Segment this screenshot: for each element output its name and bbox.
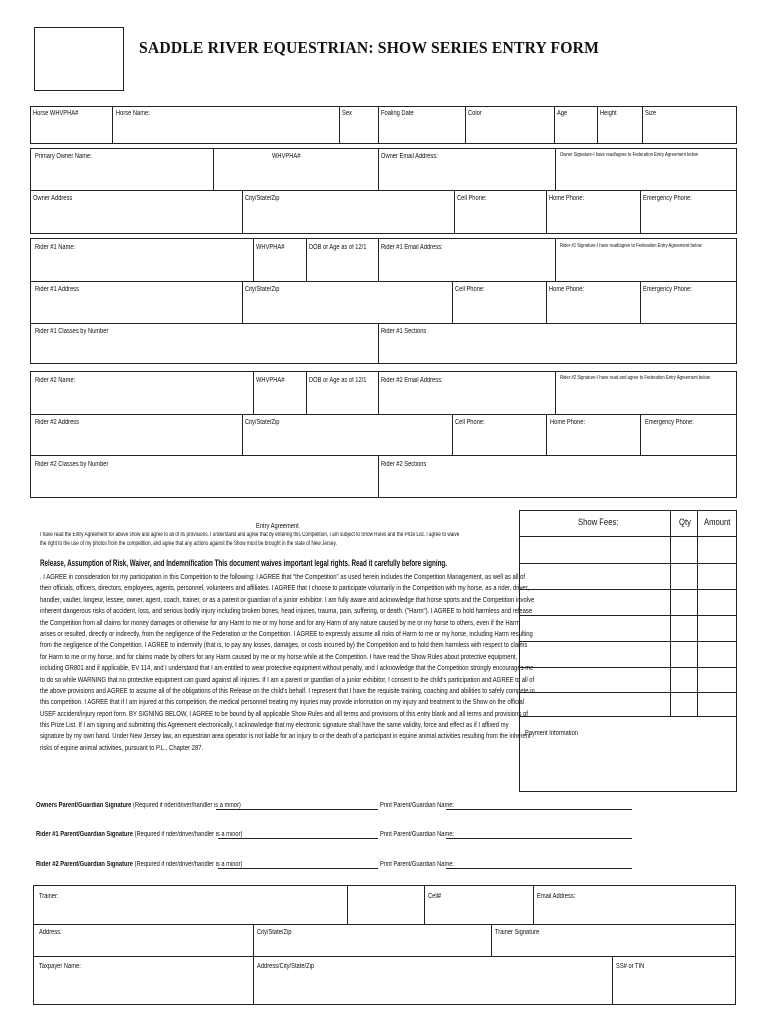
release-line: arises or resulted, directly or indirectly, from the negligence of the Federation or the Competition. I AGREE to expressly assume all risks of Harm to me or my horse, including Harm resulting [40,628,533,638]
rider2-cell-phone-field[interactable]: Cell Phone: [455,419,485,426]
trainer-field[interactable]: Trainer: [39,893,59,900]
release-line: their officials, officers, directors, employees, agents, personnel, volunteers and affiliates. I AGREE that I choose to participate voluntarily in the Competition with my horse, as a rider, driver, [40,583,530,593]
rider2-block [30,371,737,498]
rider1-name-field[interactable]: Rider #1 Name: [35,244,76,251]
owner-cell-phone-field[interactable]: Cell Phone: [457,195,487,202]
sig-note: (Required if rider/driver/handler is a minor) [131,802,241,809]
age-field[interactable]: Age [557,110,568,117]
owner-email-field[interactable]: Owner Email Address: [381,153,438,160]
agreement-heading: Entry Agreement [256,523,299,530]
rider2-dob-field[interactable]: DOB or Age as of 12/1 [309,377,367,384]
sig-note: (Required if rider/driver/handler is a minor) [132,831,243,838]
release-line: risks of equine animal activities, pursuant to P.L., Chapter 287. [40,742,204,752]
release-line: for Harm to me or my horse, and for claims made by others for any Harm caused by me or my horse while at the Competition. I have read the Show Rules about protective equipment, [40,651,518,661]
foaling-date-field[interactable]: Foaling Date [381,110,414,117]
rider2-home-phone-field[interactable]: Home Phone: [550,419,586,426]
sig-bold: Rider #2 Parent/Guardian Signature [36,861,133,868]
owner-print-name-label: Print Parent/Guardian Name: [380,802,455,809]
release-line: . I AGREE in consideration for my participation in this Competition to the following: I AGREE that "the Competition" as used herein includes the Competition Management, as well as all of [40,572,526,581]
release-line: this competition. I AGREE that if I am injured at this competition, the medical personnel treating my injuries may provide information on my injury and treatment to the Show on the official [40,697,524,707]
height-field[interactable]: Height [600,110,617,117]
rider1-signature-field[interactable]: Rider #1 Signature-I have read/agree to Federation Entry Agreement below [560,243,702,249]
horse-name-field[interactable]: Horse Name: [116,110,150,117]
show-fees-header: Show Fees: [578,517,619,527]
release-line: to do so while WARNING that no protective equipment can guard against all injuries. If I am a parent or guardian of a junior exhibitor, I consent to the child's participation and AGREE to all of [40,674,535,684]
rider1-sections-field[interactable]: Rider #1 Sections [381,328,427,335]
release-line: signature by my own hand. Under New Jersey law, an equestrian area operator is not liable for an injury to or the death of a participant in equine animal activities resulting from the inherent [40,731,531,741]
sig-note: (Required if rider/driver/handler is a minor) [132,861,243,868]
release-line: inherent dangerous risks of accident, loss, and serious bodily injury including broken bones, head injuries, trauma, pain, suffering, or death. ("Harm"). I AGREE to hold harmless and release [40,606,533,616]
taxpayer-address-field[interactable]: Address/City/State/Zip [257,963,315,970]
trainer-email-field[interactable]: Email Address: [537,893,576,900]
release-line: including GR801 and if applicable, EV 114, and I understand that I am entitled to wear protective equipment without penalty, and I acknowledge that the Competition strongly encourages me [40,663,534,673]
sex-field[interactable]: Sex [342,110,352,117]
rider1-cell-phone-field[interactable]: Cell Phone: [455,286,485,293]
owner-home-phone-field[interactable]: Home Phone: [549,195,585,202]
trainer-signature-field[interactable]: Trainer Signature [495,929,540,936]
page-title: SADDLE RIVER EQUESTRIAN: SHOW SERIES ENTRY FORM [139,38,600,57]
rider2-city-state-zip-field[interactable]: City/State/Zip [245,419,280,426]
release-line: the above provisions and AGREE to assume all of the obligations of this Release on the child's behalf. I represent that I have the requisite training, coaching and abilities to safely compete in [40,685,535,695]
release-line: USEF accident/injury report form. BY SIGNING BELOW, I AGREE to be bound by all applicable Show Rules and all terms and provisions of this entry blank and all terms and provisions of [40,708,528,718]
trainer-cell-field[interactable]: Cell# [428,893,442,900]
release-line: the Competition from all claims for money damages or otherwise for any Harm to me or my horse and for any Harm of any nature caused by me or my horse to others, even if the Harm [40,617,520,627]
trainer-address-field[interactable]: Address: [39,929,62,936]
rider2-sections-field[interactable]: Rider #2 Sections [381,461,427,468]
trainer-block [33,885,736,1005]
rider1-guardian-signature-label [36,830,242,839]
rider2-print-name-label: Print Parent/Guardian Name: [380,861,455,868]
rider1-whvpha-field[interactable]: WHVPHA# [256,244,285,251]
owner-city-state-zip-field[interactable]: City/State/Zip [245,195,280,202]
rider1-print-name-line[interactable] [446,838,632,839]
owner-address-field[interactable]: Owner Address [33,195,73,202]
rider1-address-field[interactable]: Rider #1 Address [35,286,80,293]
rider1-print-name-label: Print Parent/Guardian Name: [380,831,455,838]
intro-line: I have read the Entry Agreement for above show and agree to all of its provisions. I understand and agree that by entering this Competition, I am subject to Show Rules and the Prize List. I agree to waive [40,532,460,538]
trainer-city-state-zip-field[interactable]: City/State/Zip [257,929,292,936]
rider1-emergency-phone-field[interactable]: Emergency Phone: [643,286,692,293]
rider2-print-name-line[interactable] [446,868,632,869]
release-line: this Prize List. If I am signing and submitting this Agreement electronically, I acknowledge that my electronic signature shall have the same validity, force and effect as if I affixed my [40,720,509,730]
owner-whvpha-field[interactable]: WHVPHA# [272,153,301,160]
release-text [40,571,535,753]
rider2-email-field[interactable]: Rider #2 Email Address: [381,377,443,384]
logo-box [34,27,124,91]
amount-header: Amount [704,517,731,527]
release-line: from the negligence of the Competition. I AGREE to indemnify (that is, to pay any losses, damages, or costs incurred by) the Competition and to hold them harmless with respect to claims [40,640,528,650]
release-heading: Release, Assumption of Risk, Waiver, and Indemnification This document waives important legal rights. Read it carefully before signing. [40,558,448,568]
rider1-block [30,238,737,364]
owner-signature-field[interactable]: Owner Signature-I have read/agree to Federation Entry Agreement below [560,152,699,158]
owner-guardian-signature-line[interactable] [216,809,378,810]
rider2-name-field[interactable]: Rider #2 Name: [35,377,76,384]
owner-print-name-line[interactable] [446,809,632,810]
release-line: handler, vaulter, longeur, lessee, owner, agent, coach, trainer, or as a parent or guardian of a junior exhibitor. I am fully aware and acknowledge that horse sports and the Competition involve [40,594,535,604]
qty-header: Qty [679,517,691,527]
rider2-address-field[interactable]: Rider #2 Address [35,419,80,426]
sig-bold: Owners Parent/Guardian Signature [36,802,132,809]
rider1-classes-field[interactable]: Rider #1 Classes by Number [35,328,109,335]
rider2-classes-field[interactable]: Rider #2 Classes by Number [35,461,109,468]
taxpayer-name-field[interactable]: Taxpayer Name: [39,963,81,970]
rider2-signature-field[interactable]: Rider #2 Signature-I have read and agree to Federation Entry Agreement below [560,375,710,381]
horse-whvpha-field[interactable]: Horse WHVPHA# [33,110,79,117]
color-field[interactable]: Color [468,110,482,117]
size-field[interactable]: Size [645,110,657,117]
intro-line: the right to the use of my photos from the competition, and agree that any actions against the Show must be brought in the state of New Jersey. [40,541,337,547]
rider2-emergency-phone-field[interactable]: Emergency Phone: [645,419,694,426]
rider2-whvpha-field[interactable]: WHVPHA# [256,377,285,384]
sig-bold: Rider #1 Parent/Guardian Signature [36,831,133,838]
owner-guardian-signature-label [36,801,241,810]
ssn-tin-field[interactable]: SS# or TIN [616,963,645,970]
rider2-guardian-signature-label [36,860,242,869]
rider1-home-phone-field[interactable]: Home Phone: [549,286,585,293]
rider1-dob-field[interactable]: DOB or Age as of 12/1 [309,244,367,251]
rider1-email-field[interactable]: Rider #1 Email Address: [381,244,443,251]
rider1-city-state-zip-field[interactable]: City/State/Zip [245,286,280,293]
agreement-intro [40,531,459,549]
primary-owner-name-field[interactable]: Primary Owner Name: [35,153,92,160]
owner-emergency-phone-field[interactable]: Emergency Phone: [643,195,692,202]
rider1-guardian-signature-line[interactable] [218,838,378,839]
rider2-guardian-signature-line[interactable] [218,868,378,869]
show-fees-table [519,510,737,792]
payment-information-field[interactable]: Payment Information [525,730,578,737]
